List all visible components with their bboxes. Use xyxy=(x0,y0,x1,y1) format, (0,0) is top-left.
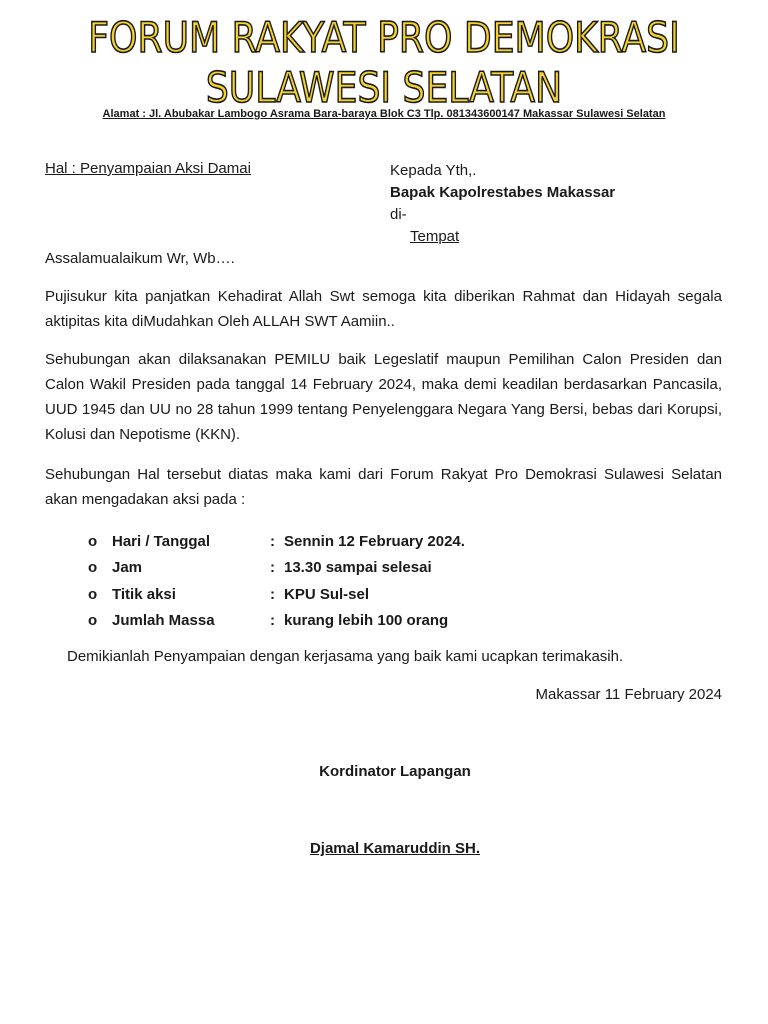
letterhead-title-line1: FORUM RAKYAT PRO DEMOKRASI xyxy=(88,13,680,62)
bullet-icon: o xyxy=(88,585,98,603)
detail-label: Hari / Tanggal xyxy=(112,532,211,550)
detail-value: KPU Sul-sel xyxy=(284,585,370,603)
detail-colon: : xyxy=(270,559,275,577)
salutation: Assalamualaikum Wr, Wb…. xyxy=(45,250,235,267)
recipient-di: di- xyxy=(390,206,407,223)
signature-role: Kordinator Lapangan xyxy=(319,763,471,780)
detail-value: Sennin 12 February 2024. xyxy=(284,532,465,550)
subject-line: Hal : Penyampaian Aksi Damai xyxy=(45,160,251,177)
list-item xyxy=(88,581,465,608)
detail-label: Jam xyxy=(112,559,143,577)
letterhead-title-line2: SULAWESI SELATAN xyxy=(205,63,563,112)
recipient-place: Tempat xyxy=(410,228,460,245)
detail-label: Jumlah Massa xyxy=(112,612,215,630)
detail-label: Titik aksi xyxy=(112,585,176,603)
detail-colon: : xyxy=(270,532,275,550)
recipient-name: Bapak Kapolrestabes Makassar xyxy=(390,184,616,201)
list-item xyxy=(88,608,465,635)
paragraph-2: Sehubungan akan dilaksanakan PEMILU baik Legeslatif maupun Pemilihan Calon Presiden dan Calon Wakil Presiden pada tanggal 14 February 2024, maka demi keadilan berdasarkan Pancasila, UUD 1945 dan UU no 28 tahun 1999 tentang Penyelenggara Negara Yang Bersi, bebas dari Korupsi, Kolusi dan Nepotisme (KKN). xyxy=(45,351,722,443)
detail-value: 13.30 sampai selesai xyxy=(284,559,432,577)
letterhead-address: Alamat : Jl. Abubakar Lambogo Asrama Bara-baraya Blok C3 Tlp. 081343600147 Makassar Sulawesi Selatan xyxy=(102,108,666,120)
signature-name: Djamal Kamaruddin SH. xyxy=(309,840,481,857)
list-item xyxy=(88,528,465,555)
paragraph-3: Sehubungan Hal tersebut diatas maka kami dari Forum Rakyat Pro Demokrasi Sulawesi Selatan akan mengadakan aksi pada : xyxy=(45,466,722,508)
list-item xyxy=(88,555,465,582)
paragraph-1: Pujisukur kita panjatkan Kehadirat Allah Swt semoga kita diberikan Rahmat dan Hidayah segala aktipitas kita diMudahkan Oleh ALLAH SWT Aamiin.. xyxy=(45,288,722,330)
detail-colon: : xyxy=(270,585,275,603)
detail-colon: : xyxy=(270,612,275,630)
detail-value: kurang lebih 100 orang xyxy=(284,612,449,630)
action-details-list xyxy=(88,528,465,634)
bullet-icon: o xyxy=(88,532,98,550)
bullet-icon: o xyxy=(88,612,98,630)
recipient-greeting: Kepada Yth,. xyxy=(390,162,477,179)
closing-statement: Demikianlah Penyampaian dengan kerjasama yang baik kami ucapkan terimakasih. xyxy=(67,648,624,665)
date-line: Makassar 11 February 2024 xyxy=(535,686,722,703)
recipient-block xyxy=(390,160,615,248)
bullet-icon: o xyxy=(88,559,98,577)
